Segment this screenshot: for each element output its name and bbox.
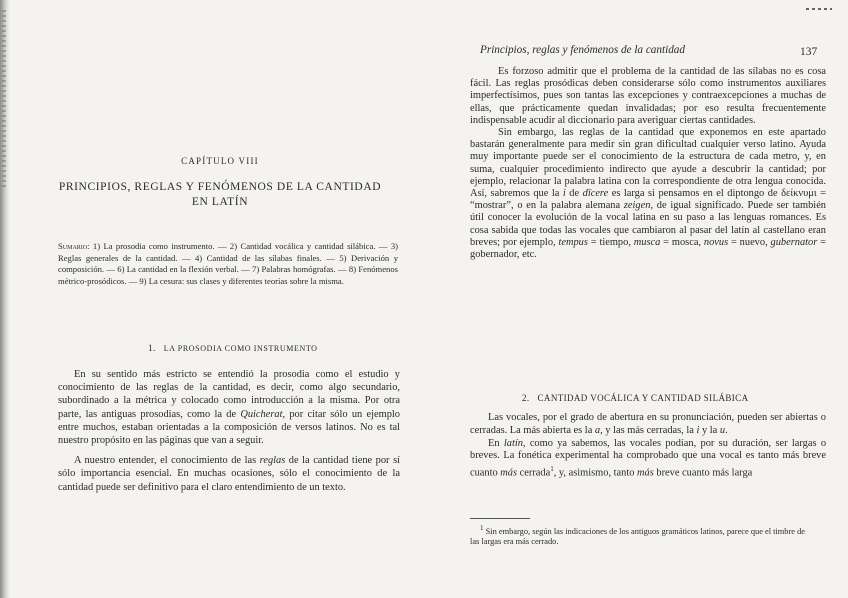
emphasis: reglas xyxy=(259,455,286,467)
summary-label: Sumario: xyxy=(58,241,90,251)
latin-word: gubernator xyxy=(770,236,818,248)
section-heading-2 xyxy=(522,393,748,403)
paragraph xyxy=(470,127,826,261)
text-run: = mosca, xyxy=(660,236,704,248)
text-run: = “mostrar”, o en la palabra alemana xyxy=(470,188,826,212)
scan-edge-artifact xyxy=(2,10,6,190)
paragraph: Es forzoso admitir que el problema de la cantidad de las sílabas no es cosa fácil. Las reglas prosódicas deben considerarse sólo como instrumentos auxiliares imperfectísimos, pues son tantas las excepciones y contraexcepciones a muchas de ellas, que prácticamente quedan invalidadas; por eso resulta frecuentemente indispensable acudir al diccionario para averiguar ciertas cantidades. xyxy=(470,66,826,126)
chapter-title: PRINCIPIOS, REGLAS Y FENÓMENOS DE LA CANTIDAD EN LATÍN xyxy=(58,181,382,208)
section-number: 1. xyxy=(148,344,156,354)
vowel: a xyxy=(594,424,601,436)
footnote-rule xyxy=(470,518,530,519)
latin-word: dīcere xyxy=(582,188,609,200)
latin-word: novus xyxy=(703,236,729,248)
text-run: de la cantidad tiene por sí sólo importancia esencial. En muchas ocasiones, sólo el conocimiento de la cantidad puede ser definitivo para el claro entendimiento de un texto. xyxy=(58,455,400,493)
vowel: u xyxy=(719,424,726,436)
text-run: Sin embargo, las reglas de la cantidad que exponemos en este apartado bastarán generalmente para medir sin gran dificultad cualquier verso latino. Ayuda muy importante puede ser el conocimiento de la estructura de cada metro, y, en suma, cualquier procedimiento indirecto que ayude a descubrir la cantidad; por ejemplo, relacionar la palabra latina con la correspondiente de otra lengua conocida. Así, sabremos que la xyxy=(470,127,826,200)
text-run: = tiempo, xyxy=(587,236,634,248)
running-head: Principios, reglas y fenómenos de la cantidad xyxy=(480,44,685,56)
text-run: breve cuanto más larga xyxy=(653,467,753,479)
text-run: , por citar sólo un ejemplo entre muchos, estaban orientadas a la composición de versos latinos. No es tal nuestro propósito en las páginas que van a seguir. xyxy=(58,408,400,447)
right-body-text xyxy=(470,66,826,261)
text-run: = nuevo, xyxy=(728,236,771,248)
left-page xyxy=(40,0,400,598)
section-title: CANTIDAD VOCÁLICA Y CANTIDAD SILÁBICA xyxy=(537,393,749,403)
text-run: En su sentido más estricto se entendió la prosodia como el estudio y conocimiento de las reglas de la cantidad, es decir, como algo secundario, subordinado a la métrica y colocado como introducción a la misma. Por otra parte, las antiguas prosodias, como la de xyxy=(58,369,400,420)
footnote-text: Sin embargo, según las indicaciones de los antiguos gramáticos latinos, parece que el timbre de las largas era más cerrado. xyxy=(470,526,805,547)
emphasis: más xyxy=(637,467,654,479)
text-run: . xyxy=(725,424,728,436)
paragraph xyxy=(58,454,400,494)
latin-word: musca xyxy=(633,236,661,248)
section-number: 2. xyxy=(522,393,530,403)
paragraph xyxy=(470,438,826,481)
text-run: , de igual significado. Puede ser también útil conocer la evolución de la vocal latina en su paso a las lenguas romances. Es cosa sabida que todas las vocales que cambiaron al pasar del latín al castellano eran breves; por ejemplo, xyxy=(470,200,826,248)
right-page xyxy=(470,0,830,598)
text-run: = gobernador, etc. xyxy=(470,236,826,261)
text-run: En xyxy=(488,437,504,449)
text-run: cerrada xyxy=(517,467,551,479)
paragraph xyxy=(58,368,400,447)
text-run: es larga si pensamos en el diptongo de xyxy=(608,188,782,200)
emphasis: i xyxy=(562,188,566,200)
text-run: A nuestro entender, el conocimiento de las xyxy=(74,455,260,467)
footnote-number: 1 xyxy=(480,524,484,532)
chapter-label: CAPÍTULO VIII xyxy=(181,156,259,166)
author-name: Quicherat xyxy=(240,408,283,420)
section-heading-1 xyxy=(148,344,318,354)
german-word: zeigen xyxy=(623,200,651,212)
paragraph xyxy=(470,412,826,438)
chapter-summary xyxy=(58,241,398,287)
left-body-text xyxy=(58,368,400,494)
text-run: de xyxy=(565,188,583,200)
section-title: LA PROSODIA COMO INSTRUMENTO xyxy=(163,344,318,353)
text-run: , como ya sabemos, las vocales podían, por su duración, ser largas o breves. La fonética experimental ha comprobado que una vocal es tanto más breve cuanto xyxy=(470,437,827,479)
right-body-text-2 xyxy=(470,412,826,480)
summary-text: 1) La prosodia como instrumento. — 2) Cantidad vocálica y cantidad silábica. — 3) Reglas generales de la cantidad. — 4) Cantidad de las sílabas finales. — 5) Derivación y composición. — 6) La cantidad en la flexión verbal. — 7) Palabras homógrafas. — 8) Fenómenos métrico-prosódicos. — 9) La cesura: sus clases y diferentes teorías sobre la misma. xyxy=(58,241,398,286)
emphasis: más xyxy=(500,467,518,479)
emphasis: latín xyxy=(503,437,523,449)
greek-word: δείκνυμι xyxy=(781,188,817,200)
footnote xyxy=(470,523,810,548)
text-run: , y, asimismo, tanto xyxy=(553,467,638,479)
vowel: i xyxy=(696,424,700,436)
text-run: , y las más cerradas, la xyxy=(600,424,697,436)
text-run: y la xyxy=(699,424,720,436)
latin-word: tempus xyxy=(558,236,588,248)
text-run: Las vocales, por el grado de abertura en su pronunciación, pueden ser abiertas o cerradas. La más abierta es la xyxy=(470,412,826,436)
page-number: 137 xyxy=(800,46,818,58)
footnote-ref: 1 xyxy=(550,465,554,474)
